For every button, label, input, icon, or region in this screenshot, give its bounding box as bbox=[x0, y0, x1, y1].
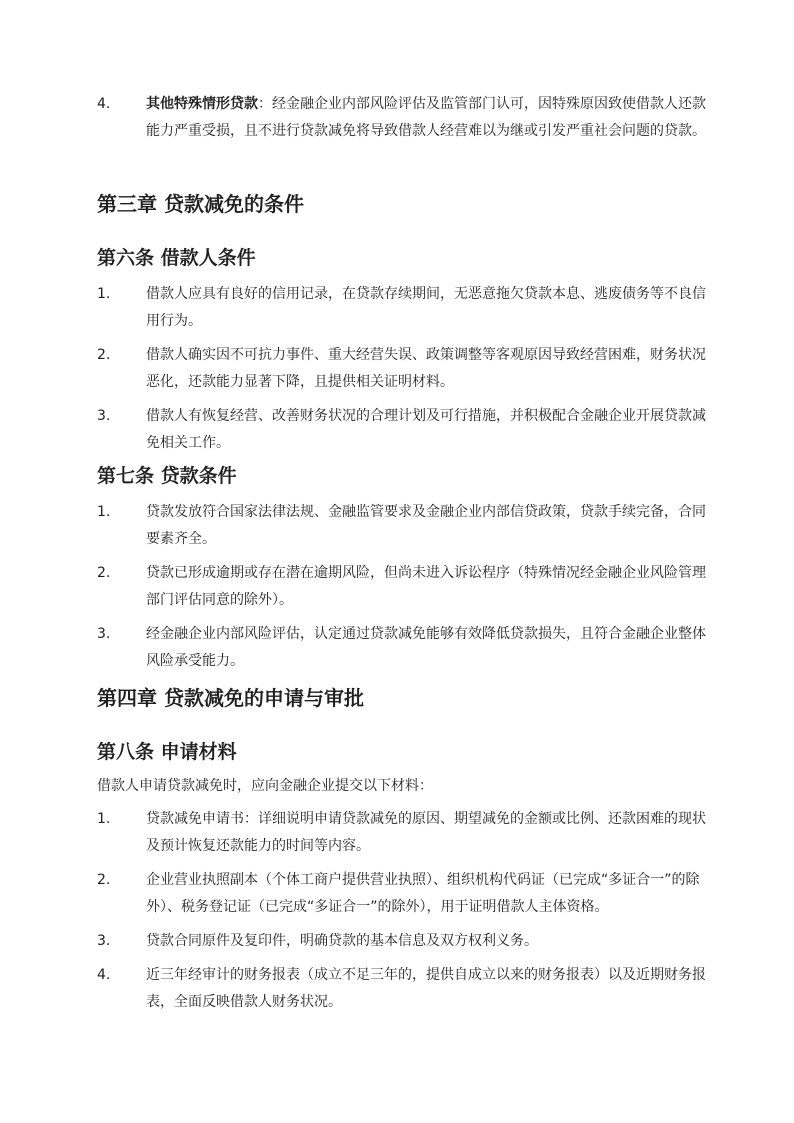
article-title: 第八条 申请材料 bbox=[97, 741, 237, 763]
article-title: 第六条 借款人条件 bbox=[97, 247, 256, 269]
list-number: 2. bbox=[97, 565, 111, 581]
list-number: 1. bbox=[97, 811, 111, 827]
list-item bbox=[97, 342, 707, 396]
chapter-4 bbox=[97, 684, 707, 712]
list-item-text: 贷款发放符合国家法律法规、金融监管要求及金融企业内部信贷政策，贷款手续完备，合同要素齐全。 bbox=[146, 504, 706, 547]
article-8-intro bbox=[97, 775, 707, 797]
list-item-text: 借款人确实因不可抗力事件、重大经营失误、政策调整等客观原因导致经营困难，财务状况恶化，还款能力显著下降，且提供相关证明材料。 bbox=[146, 347, 706, 390]
list-number: 3. bbox=[97, 408, 111, 424]
list-item bbox=[97, 928, 707, 955]
list-item-text: 经金融企业内部风险评估，认定通过贷款减免能够有效降低贷款损失，且符合金融企业整体风险承受能力。 bbox=[146, 626, 706, 669]
previous-article-list bbox=[97, 91, 707, 152]
article-title: 第七条 贷款条件 bbox=[97, 465, 237, 487]
article-6-list bbox=[97, 281, 707, 464]
article-7 bbox=[97, 463, 707, 489]
list-item bbox=[97, 91, 707, 145]
list-number: 1. bbox=[97, 504, 111, 520]
list-item bbox=[97, 806, 707, 860]
chapter-title: 第四章 贷款减免的申请与审批 bbox=[97, 686, 364, 710]
list-item-text: 贷款合同原件及复印件，明确贷款的基本信息及双方权利义务。 bbox=[146, 933, 538, 949]
list-item-text: ：经金融企业内部风险评估及监管部门认可，因特殊原因致使借款人还款能力严重受损，且不进行贷款减免将导致借款人经营难以为继或引发严重社会问题的贷款。 bbox=[146, 96, 706, 139]
list-number: 4. bbox=[97, 967, 111, 983]
article-8-list bbox=[97, 806, 707, 1023]
list-item bbox=[97, 403, 707, 457]
list-number: 2. bbox=[97, 872, 111, 888]
list-number: 1. bbox=[97, 286, 111, 302]
article-intro: 借款人申请贷款减免时，应向金融企业提交以下材料： bbox=[97, 778, 433, 794]
list-item-term: 其他特殊情形贷款 bbox=[146, 96, 258, 112]
list-item bbox=[97, 560, 707, 614]
list-item bbox=[97, 962, 707, 1016]
chapter-3 bbox=[97, 190, 707, 218]
list-item bbox=[97, 281, 707, 335]
list-item-text: 借款人应具有良好的信用记录，在贷款存续期间，无恶意拖欠贷款本息、逃废债务等不良信用行为。 bbox=[146, 286, 706, 329]
list-number: 3. bbox=[97, 933, 111, 949]
list-number: 4. bbox=[97, 96, 111, 112]
list-item-text: 贷款减免申请书：详细说明申请贷款减免的原因、期望减免的金额或比例、还款困难的现状及预计恢复还款能力的时间等内容。 bbox=[146, 811, 706, 854]
list-number: 2. bbox=[97, 347, 111, 363]
article-6 bbox=[97, 245, 707, 271]
list-item bbox=[97, 499, 707, 553]
list-number: 3. bbox=[97, 626, 111, 642]
article-7-list bbox=[97, 499, 707, 682]
list-item-text: 贷款已形成逾期或存在潜在逾期风险，但尚未进入诉讼程序（特殊情况经金融企业风险管理部门评估同意的除外）。 bbox=[146, 565, 706, 608]
article-8 bbox=[97, 739, 707, 765]
list-item-text: 近三年经审计的财务报表（成立不足三年的，提供自成立以来的财务报表）以及近期财务报表，全面反映借款人财务状况。 bbox=[146, 967, 706, 1010]
list-item bbox=[97, 867, 707, 921]
list-item-text: 借款人有恢复经营、改善财务状况的合理计划及可行措施，并积极配合金融企业开展贷款减免相关工作。 bbox=[146, 408, 706, 451]
list-item-text: 企业营业执照副本（个体工商户提供营业执照）、组织机构代码证（已完成“多证合一”的除外）、税务登记证（已完成“多证合一”的除外），用于证明借款人主体资格。 bbox=[146, 872, 700, 915]
chapter-title: 第三章 贷款减免的条件 bbox=[97, 192, 304, 216]
list-item bbox=[97, 621, 707, 675]
